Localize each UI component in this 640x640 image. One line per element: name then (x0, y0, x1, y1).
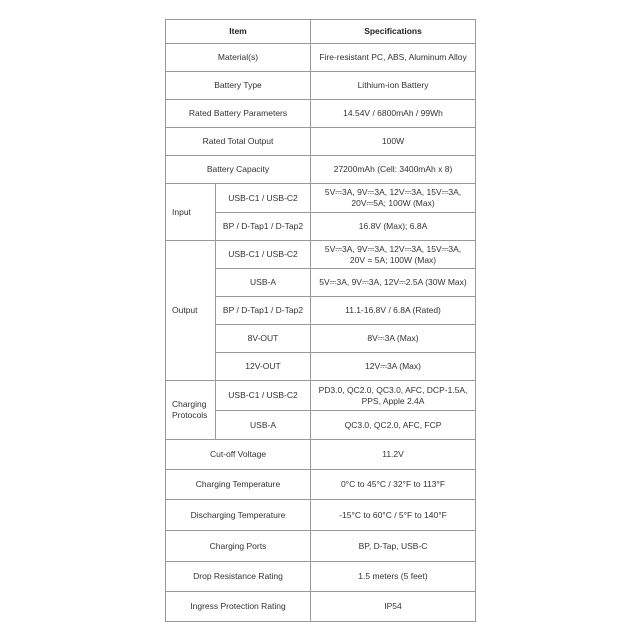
value-line: 5V⎓3A, 9V⎓3A, 12V⎓3A, 15V⎓3A, (324, 243, 462, 254)
row-value (311, 184, 476, 213)
group-label-line: Protocols (172, 410, 208, 420)
table-row (166, 128, 476, 156)
table-row (166, 562, 476, 592)
row-value (311, 381, 476, 411)
table-row (166, 470, 476, 500)
row-sublabel: 12V-OUT (216, 353, 311, 381)
table-row (166, 44, 476, 72)
row-value: 5V⎓3A, 9V⎓3A, 12V⎓2.5A (30W Max) (311, 269, 476, 297)
header-spec: Specifications (311, 20, 476, 44)
row-value: -15°C to 60°C / 5°F to 140°F (311, 500, 476, 531)
table-row (166, 500, 476, 531)
row-sublabel: USB-C1 / USB-C2 (216, 184, 311, 213)
row-value: 8V⎓3A (Max) (311, 325, 476, 353)
row-value: Fire-resistant PC, ABS, Aluminum Alloy (311, 44, 476, 72)
row-sublabel: 8V-OUT (216, 325, 311, 353)
row-sublabel: BP / D-Tap1 / D-Tap2 (216, 213, 311, 241)
row-value: 11.1-16.8V / 6.8A (Rated) (311, 297, 476, 325)
group-label-line: Charging (172, 399, 207, 409)
table-row (166, 184, 476, 213)
row-sublabel: USB-A (216, 411, 311, 440)
table-row (166, 531, 476, 562)
row-label: Ingress Protection Rating (166, 592, 311, 622)
row-value: 14.54V / 6800mAh / 99Wh (311, 100, 476, 128)
spec-table (165, 19, 476, 622)
row-value: QC3.0, QC2.0, AFC, FCP (311, 411, 476, 440)
table-row (166, 241, 476, 269)
value-line: 5V⎓3A, 9V⎓3A, 12V⎓3A, 15V⎓3A, (324, 187, 462, 197)
row-label: Rated Battery Parameters (166, 100, 311, 128)
row-label: Charging Temperature (166, 470, 311, 500)
table-row (166, 72, 476, 100)
row-value: 27200mAh (Cell: 3400mAh x 8) (311, 156, 476, 184)
value-line: 20V⎓5A; 100W (Max) (351, 198, 435, 208)
group-label-output: Output (166, 241, 216, 381)
value-line: PD3.0, QC2.0, QC3.0, AFC, DCP-1.5A, (318, 384, 468, 395)
row-label: Cut-off Voltage (166, 440, 311, 470)
header-row (166, 20, 476, 44)
row-sublabel: USB-A (216, 269, 311, 297)
table-row (166, 592, 476, 622)
row-label: Battery Type (166, 72, 311, 100)
value-line: PPS, Apple 2.4A (361, 395, 425, 406)
row-label: Charging Ports (166, 531, 311, 562)
row-sublabel: USB-C1 / USB-C2 (216, 381, 311, 411)
row-label: Battery Capacity (166, 156, 311, 184)
row-value (311, 241, 476, 269)
table-row (166, 440, 476, 470)
row-value: 100W (311, 128, 476, 156)
row-value: 12V⎓3A (Max) (311, 353, 476, 381)
group-label-charging-protocols (166, 381, 216, 440)
table-row (166, 156, 476, 184)
table-row (166, 100, 476, 128)
row-value: 11.2V (311, 440, 476, 470)
row-sublabel: USB-C1 / USB-C2 (216, 241, 311, 269)
header-item: Item (166, 20, 311, 44)
row-value: BP, D-Tap, USB-C (311, 531, 476, 562)
row-value: 16.8V (Max); 6.8A (311, 213, 476, 241)
table-row (166, 381, 476, 411)
row-value: 0°C to 45°C / 32°F to 113°F (311, 470, 476, 500)
row-label: Material(s) (166, 44, 311, 72)
value-line: 20V = 5A; 100W (Max) (349, 254, 437, 265)
row-label: Rated Total Output (166, 128, 311, 156)
row-value: IP54 (311, 592, 476, 622)
row-label: Drop Resistance Rating (166, 562, 311, 592)
row-value: 1.5 meters (5 feet) (311, 562, 476, 592)
row-label: Discharging Temperature (166, 500, 311, 531)
row-value: Lithium-ion Battery (311, 72, 476, 100)
group-label-input: Input (166, 184, 216, 241)
row-sublabel: BP / D-Tap1 / D-Tap2 (216, 297, 311, 325)
